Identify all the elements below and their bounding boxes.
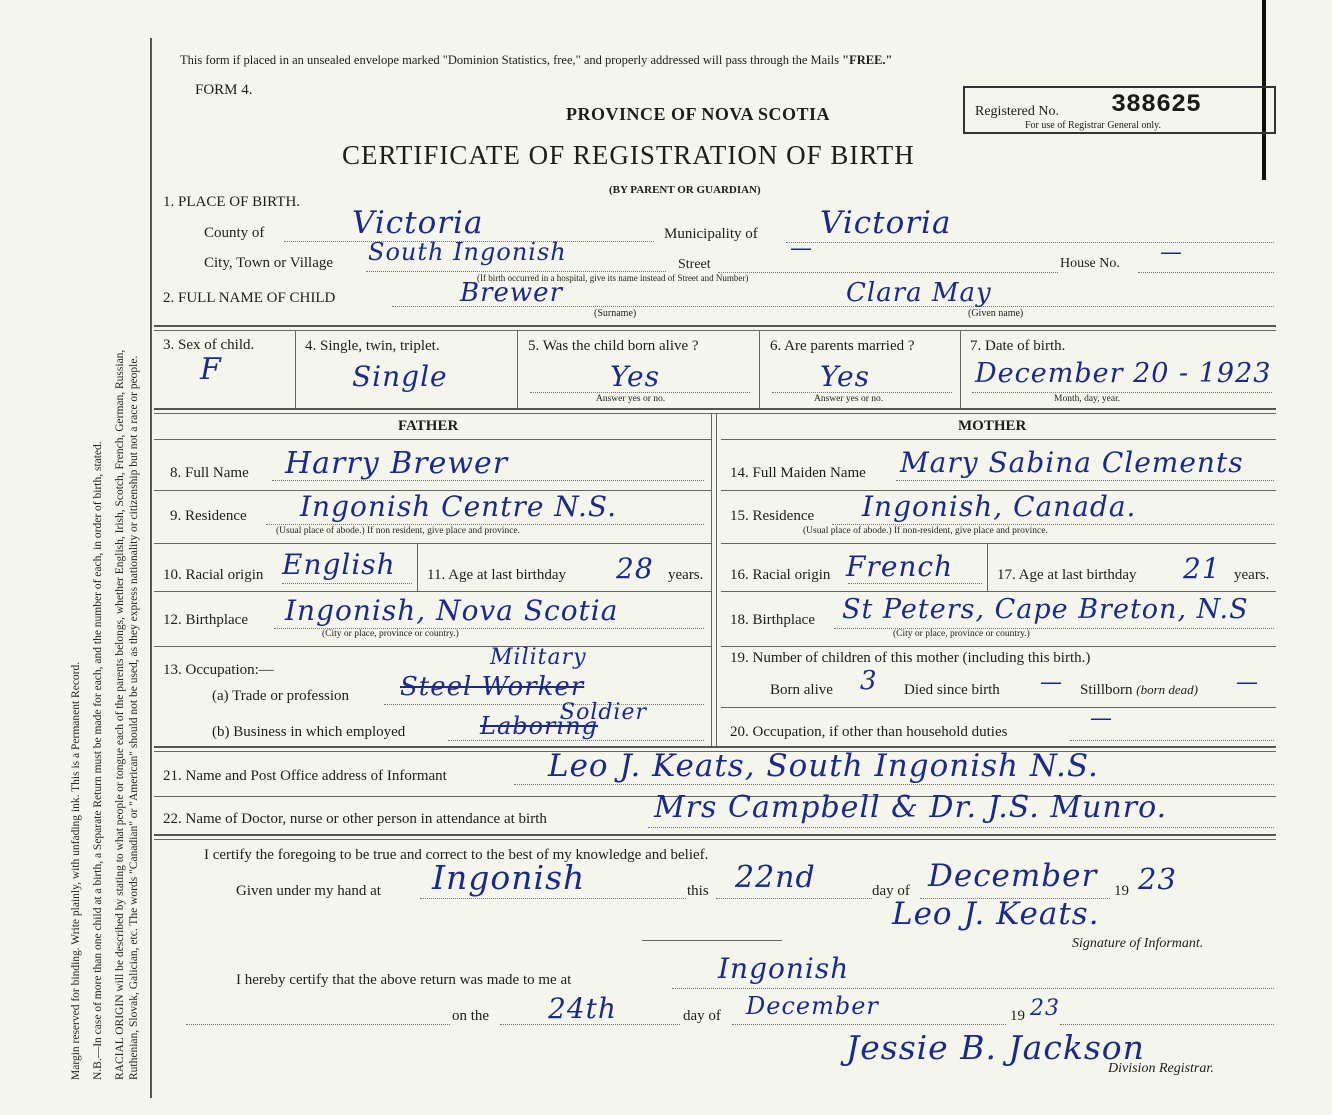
registrar-on-the-label: on the	[452, 1008, 490, 1024]
parents-married-caption: Answer yes or no.	[814, 394, 884, 404]
surname-caption: (Surname)	[594, 308, 637, 319]
street-label: Street	[678, 257, 711, 272]
child-given-value: Clara May	[846, 278, 992, 308]
father-age-value: 28	[616, 552, 654, 585]
this-label: this	[687, 883, 709, 899]
house-number-value: —	[1160, 240, 1183, 265]
informant-label: 21. Name and Post Office address of Informant	[163, 768, 447, 784]
father-residence-caption: (Usual place of abode.) If non resident, give place and province.	[276, 526, 520, 536]
single-twin-value: Single	[352, 360, 448, 393]
parents-married-label: 6. Are parents married ?	[770, 338, 915, 354]
father-age-unit: years.	[668, 567, 704, 583]
margin-rule	[150, 38, 152, 1098]
registrar-day-of-label: day of	[683, 1008, 721, 1024]
mother-age-unit: years.	[1234, 567, 1270, 583]
informant-signature: Leo J. Keats.	[892, 896, 1100, 932]
father-trade-label: (a) Trade or profession	[212, 688, 350, 704]
father-occupation-label: 13. Occupation:—	[163, 662, 274, 678]
date-of-birth-caption: Month, day, year.	[1054, 394, 1121, 404]
father-heading: FATHER	[398, 418, 459, 434]
certify-day-value: 22nd	[735, 860, 816, 895]
child-name-label: 2. FULL NAME OF CHILD	[163, 290, 336, 306]
died-since-birth-label: Died since birth	[904, 682, 1000, 698]
form-number: FORM 4.	[195, 82, 253, 98]
informant-value: Leo J. Keats, South Ingonish N.S.	[548, 748, 1099, 784]
mother-age-label: 17. Age at last birthday	[997, 567, 1137, 583]
father-business-value: Soldier	[560, 700, 648, 725]
born-alive-count-value: 3	[860, 666, 878, 696]
certificate-title: CERTIFICATE OF REGISTRATION OF BIRTH	[342, 140, 915, 170]
mother-racial-value: French	[846, 550, 954, 583]
father-age-label: 11. Age at last birthday	[427, 567, 566, 583]
certify-year-prefix: 19	[1114, 883, 1129, 899]
parents-married-value: Yes	[820, 360, 870, 393]
mother-heading: MOTHER	[958, 418, 1027, 434]
street-value: —	[790, 236, 813, 261]
hospital-note: (If birth occurred in a hospital, give its name instead of Street and Number)	[477, 273, 749, 283]
municipality-value: Victoria	[820, 205, 952, 241]
registrar-day-value: 24th	[548, 992, 617, 1025]
binding-margin	[0, 0, 160, 1115]
father-birthplace-label: 12. Birthplace	[163, 612, 248, 628]
doctor-value: Mrs Campbell & Dr. J.S. Munro.	[654, 790, 1168, 825]
registrar-signature: Jessie B. Jackson	[846, 1028, 1145, 1067]
stillborn-label: Stillborn (born dead)	[1080, 682, 1199, 698]
date-of-birth-label: 7. Date of birth.	[970, 338, 1066, 354]
mother-name-label: 14. Full Maiden Name	[730, 465, 866, 481]
certify-statement: I certify the foregoing to be true and correct to the best of my knowledge and belief.	[204, 847, 709, 863]
father-racial-value: English	[282, 548, 396, 581]
place-of-birth-label: 1. PLACE OF BIRTH.	[163, 194, 301, 210]
registrar-statement: I hereby certify that the above return was made to me at	[236, 972, 572, 988]
died-since-birth-value: —	[1040, 670, 1063, 695]
registrar-year-value: 23	[1030, 996, 1060, 1021]
city-label: City, Town or Village	[204, 255, 334, 271]
margin-line-3: RACIAL ORIGIN will be described by stating to what people or tongue each of the parents belongs, whether English, Irish, Scotch, French, German, Russian,	[114, 349, 126, 1080]
certificate-subtitle: (BY PARENT OR GUARDIAN)	[609, 184, 761, 196]
doctor-label: 22. Name of Doctor, nurse or other person in attendance at birth	[163, 811, 547, 827]
province-heading: PROVINCE OF NOVA SCOTIA	[566, 104, 831, 124]
house-number-label: House No.	[1060, 256, 1120, 271]
certify-month-value: December	[928, 858, 1098, 894]
mother-occupation-label: 20. Occupation, if other than household duties	[730, 724, 1008, 740]
father-birthplace-value: Ingonish, Nova Scotia	[285, 594, 619, 627]
mother-racial-label: 16. Racial origin	[730, 567, 831, 583]
margin-line-2: N.B.—In case of more than one child at a birth, a Separate Return must be made for each, and the number of each, in order of birth, stated.	[92, 441, 104, 1080]
registered-label: Registered No.	[975, 104, 1059, 119]
father-name-label: 8. Full Name	[170, 465, 249, 481]
mother-occupation-value: —	[1090, 706, 1113, 731]
father-trade-struck: Steel Worker	[400, 672, 585, 702]
registrar-place-value: Ingonish	[718, 952, 850, 985]
father-name-value: Harry Brewer	[285, 446, 509, 481]
mother-birthplace-value: St Peters, Cape Breton, N.S	[842, 594, 1249, 625]
born-alive-count-label: Born alive	[770, 682, 833, 698]
mother-birthplace-caption: (City or place, province or country.)	[893, 629, 1030, 639]
given-name-caption: (Given name)	[968, 308, 1024, 319]
mother-name-value: Mary Sabina Clements	[900, 446, 1244, 479]
sex-value: F	[200, 352, 222, 387]
born-alive-value: Yes	[610, 360, 660, 393]
county-value: Victoria	[352, 205, 484, 241]
certify-day-of-label: day of	[872, 883, 910, 899]
municipality-label: Municipality of	[664, 226, 758, 242]
registered-number: 388625	[1111, 90, 1202, 119]
father-racial-label: 10. Racial origin	[163, 567, 264, 583]
city-value: South Ingonish	[368, 238, 567, 266]
mother-residence-value: Ingonish, Canada.	[862, 490, 1137, 523]
registered-note: For use of Registrar General only.	[1025, 120, 1161, 131]
registrar-signature-caption: Division Registrar.	[1108, 1061, 1214, 1076]
margin-line-1: Margin reserved for binding. Write plainly, with unfading ink. This is a Permanent Record.	[70, 661, 82, 1080]
father-trade-value: Military	[490, 645, 587, 670]
mother-birthplace-label: 18. Birthplace	[730, 612, 815, 628]
child-surname-value: Brewer	[460, 278, 563, 308]
sex-label: 3. Sex of child.	[163, 337, 255, 353]
given-place-value: Ingonish	[432, 858, 586, 897]
mailing-notice: This form if placed in an unsealed envelope marked "Dominion Statistics, free," and properly addressed will pass through the Mails "FREE."	[180, 53, 893, 67]
registered-box	[963, 86, 1276, 134]
county-label: County of	[204, 225, 265, 241]
father-residence-value: Ingonish Centre N.S.	[300, 490, 617, 523]
registrar-month-value: December	[746, 992, 879, 1020]
date-of-birth-value: December 20 - 1923	[975, 358, 1272, 389]
mother-age-value: 21	[1183, 552, 1221, 585]
father-business-label: (b) Business in which employed	[212, 724, 406, 740]
margin-line-4: Ruthenian, Slovak, Galician, etc. The words "Canadian" or "American" should not be used, as they express nationality or citizenship but not a race or people.	[128, 355, 140, 1080]
given-under-hand-label: Given under my hand at	[236, 883, 381, 899]
single-twin-label: 4. Single, twin, triplet.	[305, 338, 440, 354]
born-alive-label: 5. Was the child born alive ?	[528, 338, 699, 354]
informant-signature-caption: Signature of Informant.	[1072, 936, 1204, 951]
registrar-year-prefix: 19	[1010, 1008, 1025, 1024]
mother-residence-caption: (Usual place of abode.) If non-resident, give place and province.	[803, 526, 1048, 536]
certify-year-value: 23	[1138, 862, 1177, 896]
stillborn-value: —	[1236, 670, 1259, 695]
rule-top-boxes	[154, 325, 1276, 327]
father-birthplace-caption: (City or place, province or country.)	[322, 629, 459, 639]
father-business-struck: Laboring	[480, 712, 599, 740]
mother-residence-label: 15. Residence	[730, 508, 815, 524]
mother-children-label: 19. Number of children of this mother (including this birth.)	[730, 650, 1091, 666]
born-alive-caption: Answer yes or no.	[596, 394, 666, 404]
father-residence-label: 9. Residence	[170, 508, 247, 524]
